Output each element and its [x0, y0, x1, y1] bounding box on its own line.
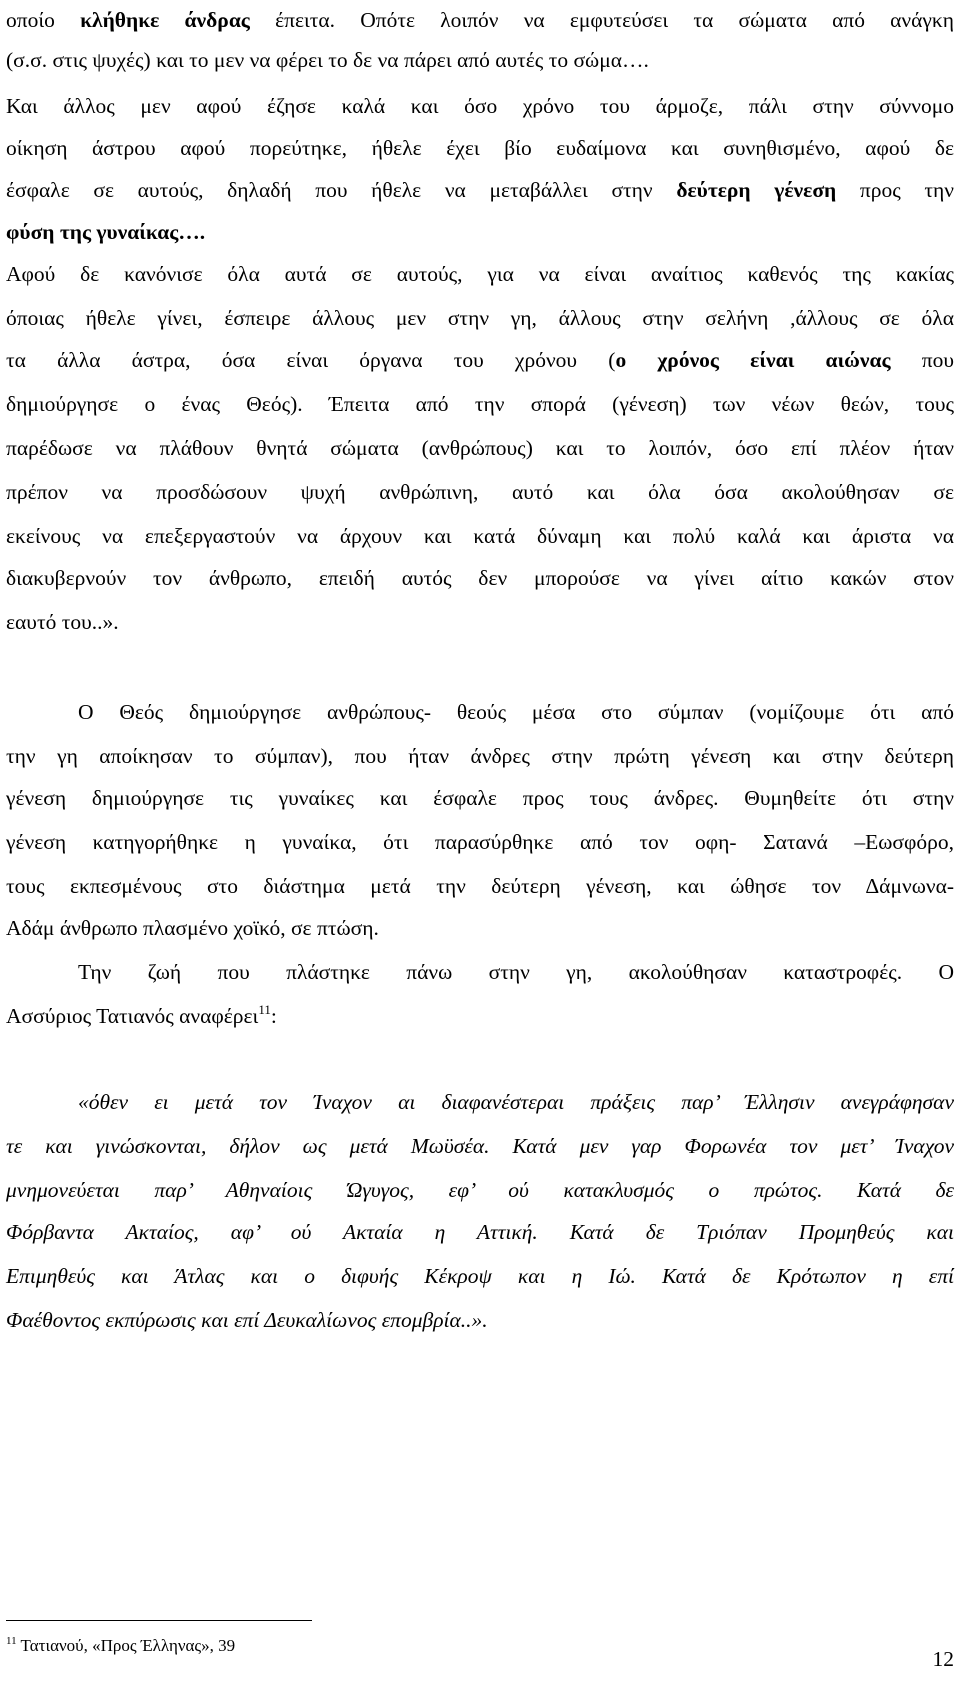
text-line [6, 214, 954, 250]
quote-line: «όθεν ει μετά τον Ίναχον αι διαφανέστεραι πράξεις παρ’ Έλλησιν ανεγράφησαν [78, 1090, 954, 1114]
text-line: δημιούργησε ο ένας Θεός). Έπειτα από την σπορά (γένεση) των νέων θεών, τους [6, 392, 954, 416]
text-line: Αδάμ άνθρωπο πλασμένο χοϊκό, σε πτώση. [6, 916, 379, 940]
text-line: τους εκπεσμένους στο διάστημα μετά την δεύτερη γένεση, και ώθησε τον Δάμνωνα- [6, 874, 954, 898]
text-line: Ο Θεός δημιούργησε ανθρώπους- θεούς μέσα στο σύμπαν (νομίζουμε ότι από [78, 700, 954, 724]
quote-line: Επιμηθεύς και Άτλας και ο διφυής Κέκροψ και η Ιώ. Κατά δε Κρότωπον η επί [6, 1264, 954, 1288]
footnote-number: 11 [6, 1635, 17, 1647]
text-line: Αφού δε κανόνισε όλα αυτά σε αυτούς, για να είναι αναίτιος καθενός της κακίας [6, 262, 954, 286]
bold-phrase: φύση της γυναίκας…. [6, 220, 206, 244]
text-line: παρέδωσε να πλάθουν θνητά σώματα (ανθρώπους) και το λοιπόν, όσο επί πλέον ήταν [6, 436, 954, 460]
text-line: τα άλλα άστρα, όσα είναι όργανα του χρόνου (ο χρόνος είναι αιώνας που [6, 348, 955, 372]
bold-phrase: κλήθηκε άνδρας [80, 8, 250, 32]
text-line: γένεση δημιούργησε τις γυναίκες και έσφαλε προς τους άνδρες. Θυμηθείτε ότι στην [6, 786, 954, 810]
text-line: Την ζωή που πλάστηκε πάνω στην γη, ακολούθησαν καταστροφές. Ο [78, 960, 954, 984]
quote-line: Φαέθοντος εκπύρωσις και επί Δευκαλίωνος επομβρία..». [6, 1308, 488, 1332]
text-line: οίκηση άστρου αφού πορεύτηκε, ήθελε έχει βίο ευδαίμονα και συνηθισμένο, αφού δε [6, 136, 954, 160]
text-line: Ασσύριος Τατιανός αναφέρει$^{11}$: [6, 1002, 277, 1028]
text-line: την γη αποίκησαν το σύμπαν), που ήταν άνδρες στην πρώτη γένεση και στην δεύτερη [6, 744, 954, 768]
text-line: οποίο κλήθηκε άνδρας έπειτα. Οπότε λοιπόν να εμφυτεύσει τα σώματα από ανάγκη [6, 8, 955, 32]
text-line: όποιας ήθελε γίνει, έσπειρε άλλους μεν στην γη, άλλους στην σελήνη ,άλλους σε όλα [6, 306, 954, 330]
bold-phrase: δεύτερη γένεση [676, 178, 837, 202]
footnote [6, 1634, 235, 1658]
text-line: (σ.σ. στις ψυχές) και το μεν να φέρει το δε να πάρει από αυτές το σώμα…. [6, 48, 649, 72]
text-line: διακυβερνούν τον άνθρωπο, επειδή αυτός δεν μπορούσε να γίνει αίτιο κακών στον [6, 566, 954, 590]
footnote-text: Τατιανού, «Προς Έλληνας», 39 [16, 1636, 236, 1655]
quote-line: μνημονεύεται παρ’ Αθηναίοις Ώγυγος, εφ’ ού κατακλυσμός ο πρώτος. Κατά δε [6, 1178, 954, 1202]
footnote-reference[interactable]: 11 [258, 1002, 271, 1017]
bold-phrase: ο χρόνος είναι αιώνας [615, 348, 891, 372]
text-line: Και άλλος μεν αφού έζησε καλά και όσο χρόνο του άρμοζε, πάλι στην σύννομο [6, 94, 954, 118]
quote-line: Φόρβαντα Ακταίος, αφ’ ού Ακταία η Αττική. Κατά δε Τριόπαν Προμηθεύς και [6, 1220, 954, 1244]
page-number: 12 [932, 1647, 954, 1671]
quote-line: τε και γινώσκονται, δήλον ως μετά Μωϋσέα. Κατά μεν γαρ Φορωνέα τον μετ’ Ίναχον [6, 1134, 954, 1158]
text-line: εκείνους να επεξεργαστούν να άρχουν και κατά δύναμη και πολύ καλά και άριστα να [6, 524, 954, 548]
text-line: εαυτό του..». [6, 610, 119, 634]
footnote-separator [6, 1620, 312, 1621]
text-line: πρέπον να προσδώσουν ψυχή ανθρώπινη, αυτό και όλα όσα ακολούθησαν σε [6, 480, 954, 504]
text-line: έσφαλε σε αυτούς, δηλαδή που ήθελε να μεταβάλλει στην δεύτερη γένεση προς την [6, 178, 954, 202]
text-line: γένεση κατηγορήθηκε η γυναίκα, ότι παρασύρθηκε από τον οφη- Σατανά –Εωσφόρο, [6, 830, 954, 854]
